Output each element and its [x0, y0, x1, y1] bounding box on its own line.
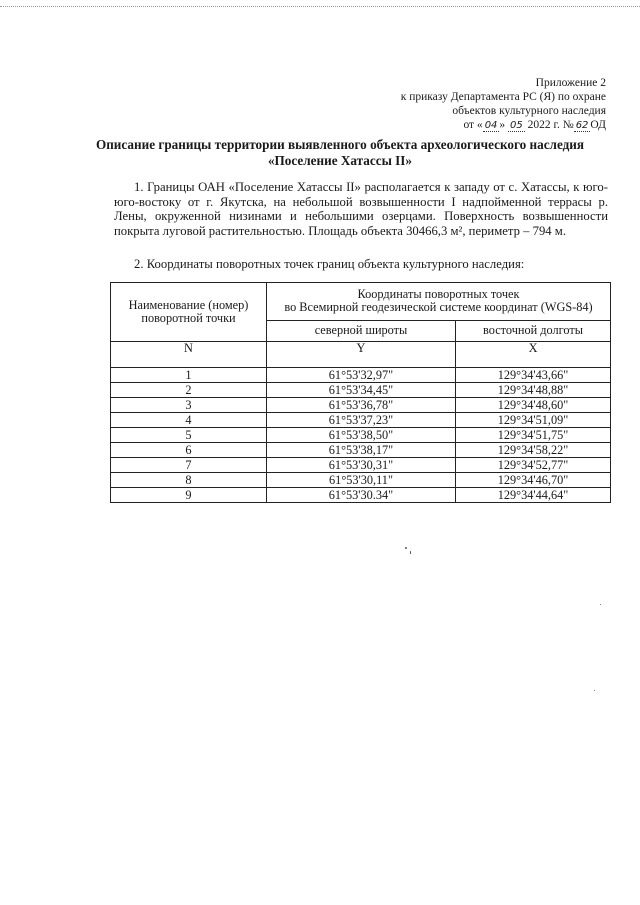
header-point-name: Наименование (номер) поворотной точки: [111, 283, 267, 342]
table-row: [111, 383, 611, 398]
table-row: [111, 428, 611, 443]
table-row: [111, 488, 611, 503]
longitude-value: 129°34'52,77": [456, 458, 611, 473]
point-number: 5: [111, 428, 267, 443]
point-number: 3: [111, 398, 267, 413]
latitude-value: 61°53'30.34": [267, 488, 456, 503]
scan-speck: [405, 547, 407, 549]
title-line-2: «Поселение Хатассы II»: [267, 153, 413, 168]
longitude-value: 129°34'43,66": [456, 368, 611, 383]
date-separator: »: [499, 119, 506, 131]
appendix-line-2: к приказу Департамента РС (Я) по охране: [400, 91, 606, 103]
point-number: 6: [111, 443, 267, 458]
latitude-value: 61°53'38,17": [267, 443, 456, 458]
appendix-line-1: Приложение 2: [535, 77, 606, 89]
header-coordinates-line-2: во Всемирной геодезической системе координат (WGS-84): [284, 300, 593, 315]
latitude-value: 61°53'34,45": [267, 383, 456, 398]
appendix-date-line: [401, 118, 606, 133]
coordinates-table: [110, 282, 611, 503]
latitude-value: 61°53'38,50": [267, 428, 456, 443]
scan-speck: [410, 551, 411, 554]
longitude-value: 129°34'58,22": [456, 443, 611, 458]
table-row: [111, 443, 611, 458]
latitude-value: 61°53'30,11": [267, 473, 456, 488]
point-number: 8: [111, 473, 267, 488]
table-row: [111, 458, 611, 473]
point-number: 7: [111, 458, 267, 473]
boundary-description-paragraph: [114, 180, 608, 238]
appendix-block: [401, 76, 606, 133]
scan-speck: [594, 690, 595, 691]
table-row: [111, 413, 611, 428]
header-letter-x: X: [456, 342, 611, 368]
header-latitude: северной широты: [267, 320, 456, 341]
longitude-value: 129°34'46,70": [456, 473, 611, 488]
header-coordinates: [267, 283, 611, 321]
paragraph-1-text: 1. Границы ОАН «Поселение Хатассы II» располагается к западу от с. Хатассы, к юго-юго-востоку от г. Якутска, на небольшой возвышенности I надпойменной террасы р. Лены, окруженной низинами и небольшими озерцами. Поверхность возвышенности покрыта луговой растительностью. Площадь объекта 30466,3 м², периметр – 794 м.: [114, 180, 608, 238]
date-prefix: от «: [463, 119, 483, 131]
latitude-value: 61°53'37,23": [267, 413, 456, 428]
longitude-value: 129°34'51,75": [456, 428, 611, 443]
table-row: [111, 473, 611, 488]
date-year: 2022 г. №: [527, 119, 574, 131]
point-number: 1: [111, 368, 267, 383]
point-number: 2: [111, 383, 267, 398]
latitude-value: 61°53'30,31": [267, 458, 456, 473]
latitude-value: 61°53'36,78": [267, 398, 456, 413]
header-longitude: восточной долготы: [456, 320, 611, 341]
longitude-value: 129°34'51,09": [456, 413, 611, 428]
title-line-1: Описание границы территории выявленного объекта археологического наследия: [95, 137, 585, 152]
longitude-value: 129°34'44,64": [456, 488, 611, 503]
point-number: 4: [111, 413, 267, 428]
scan-border-line: [0, 6, 640, 7]
date-day: 04: [484, 120, 498, 131]
header-letter-n: N: [111, 342, 267, 368]
document-title: [60, 137, 620, 169]
table-row: [111, 398, 611, 413]
order-number: 62: [575, 120, 589, 131]
table-row: [111, 368, 611, 383]
header-letter-y: Y: [267, 342, 456, 368]
appendix-line-3: объектов культурного наследия: [452, 105, 606, 117]
paragraph-2-text: 2. Координаты поворотных точек границ объекта культурного наследия:: [134, 257, 525, 271]
order-suffix: ОД: [590, 119, 606, 131]
point-number: 9: [111, 488, 267, 503]
longitude-value: 129°34'48,60": [456, 398, 611, 413]
date-month: 05: [510, 120, 523, 131]
header-coordinates-line-1: Координаты поворотных точек: [357, 287, 520, 302]
coordinates-intro-paragraph: [114, 257, 608, 272]
scan-speck: [600, 604, 601, 605]
latitude-value: 61°53'32,97": [267, 368, 456, 383]
longitude-value: 129°34'48,88": [456, 383, 611, 398]
